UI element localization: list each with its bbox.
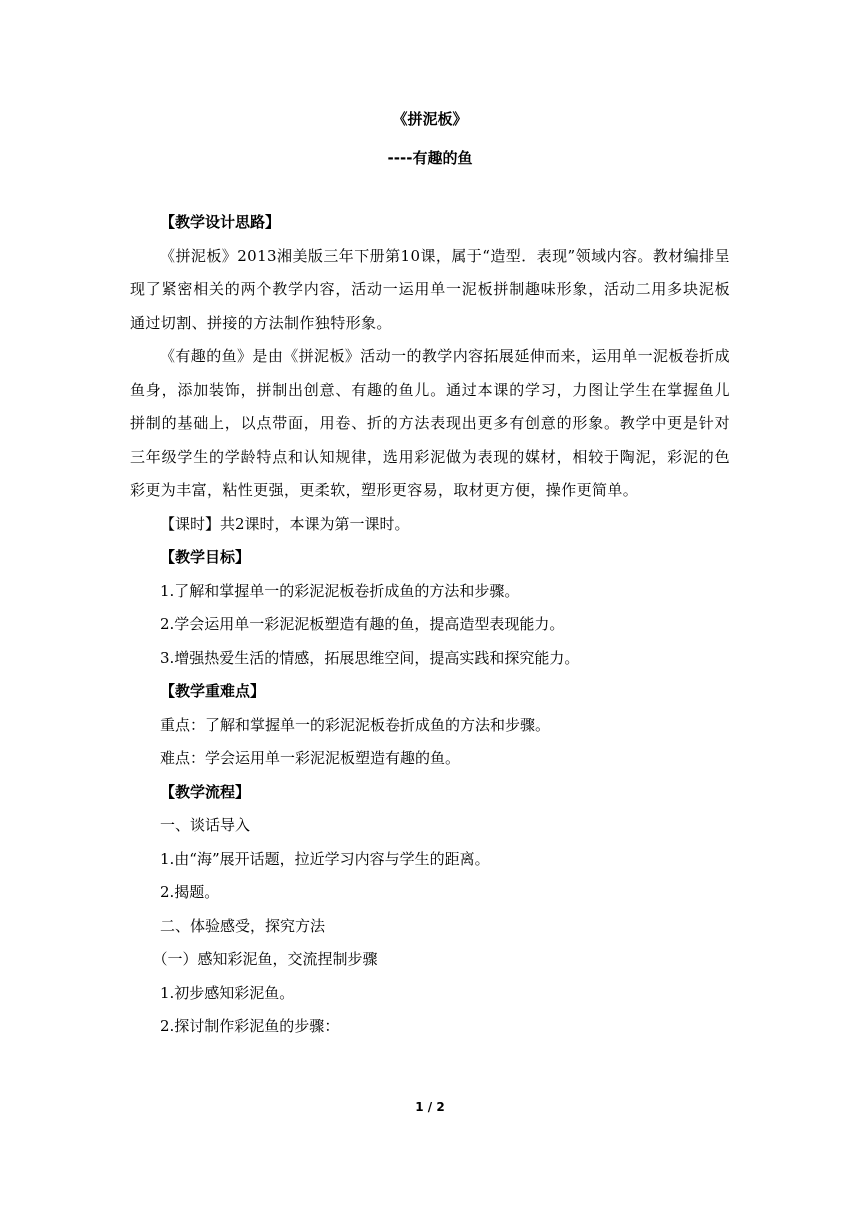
paragraph-design-1: 《拼泥板》2013湘美版三年下册第10课，属于“造型．表现”领域内容。教材编排呈现了紧密相关的两个教学内容，活动一运用单一泥板拼制趣味形象，活动二用多块泥板通过切割、拼接的方法制作独特形象。 <box>130 246 730 332</box>
goal-item: 1.了解和掌握单一的彩泥泥板卷折成鱼的方法和步骤。 <box>160 581 520 600</box>
section-heading-process: 【教学流程】 <box>160 782 251 801</box>
keypoint-difficulty: 难点：学会运用单一彩泥泥板塑造有趣的鱼。 <box>160 749 461 767</box>
goal-item: 2.学会运用单一彩泥泥板塑造有趣的鱼，提高造型表现能力。 <box>160 615 565 633</box>
section-heading-design: 【教学设计思路】 <box>160 213 281 231</box>
document-subtitle: ----有趣的鱼 <box>387 149 473 167</box>
process-item: 1.初步感知彩泥鱼。 <box>160 983 295 1002</box>
process-part-1: 一、谈话导入 <box>160 816 251 834</box>
process-subpart: （一）感知彩泥鱼，交流捏制步骤 <box>152 950 378 968</box>
period-text: 共2课时，本课为第一课时。 <box>220 514 410 533</box>
goal-item: 3.增强热爱生活的情感，拓展思维空间，提高实践和探究能力。 <box>160 648 580 667</box>
paragraph-design-2: 《有趣的鱼》是由《拼泥板》活动一的教学内容拓展延伸而来，运用单一泥板卷折成鱼身，添加装饰，拼制出创意、有趣的鱼儿。通过本课的学习，力图让学生在掌握鱼儿拼制的基础上，以点带面，用卷、折的方法表现出更多有创意的形象。教学中更是针对三年级学生的学龄特点和认知规律，选用彩泥做为表现的媒材，相较于陶泥，彩泥的色彩更为丰富，粘性更强，更柔软，塑形更容易，取材更方便，操作更简单。 <box>130 347 730 499</box>
process-item: 2.揭题。 <box>160 883 220 901</box>
keypoint-focus: 重点：了解和掌握单一的彩泥泥板卷折成鱼的方法和步骤。 <box>160 715 551 734</box>
process-item: 2.探讨制作彩泥鱼的步骤： <box>160 1017 340 1035</box>
period-line <box>130 508 730 542</box>
process-part-2: 二、体验感受，探究方法 <box>160 916 326 935</box>
section-heading-goals: 【教学目标】 <box>160 548 251 566</box>
document-title: 《拼泥板》 <box>392 110 468 128</box>
document-body <box>130 206 730 1044</box>
page-number: 1 / 2 <box>415 1100 445 1114</box>
section-heading-period: 【课时】 <box>160 514 221 533</box>
section-heading-keypoints: 【教学重难点】 <box>160 682 266 700</box>
process-item: 1.由“海”展开话题，拉近学习内容与学生的距离。 <box>160 849 490 868</box>
